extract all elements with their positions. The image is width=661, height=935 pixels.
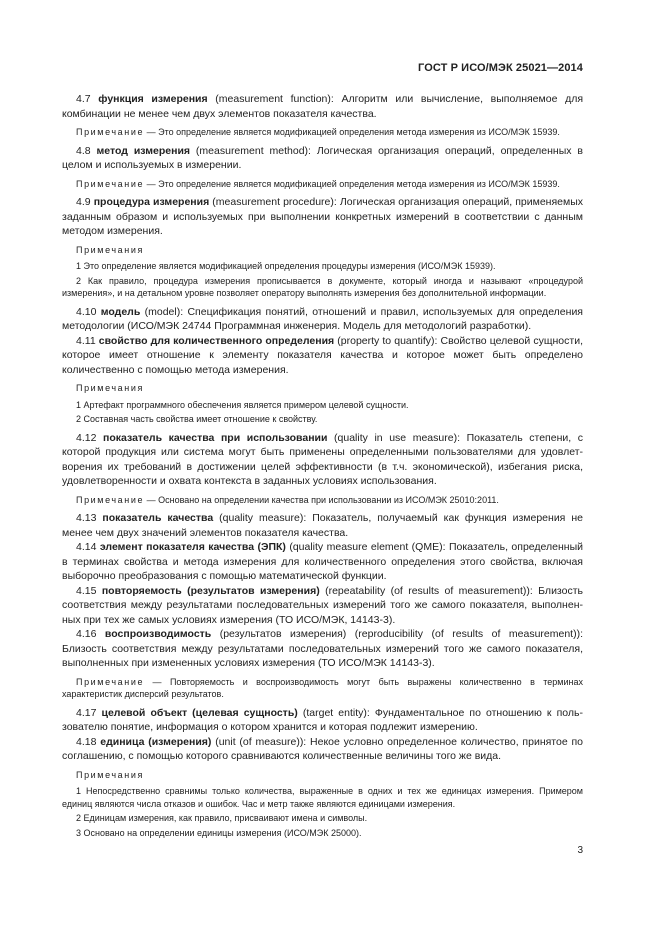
note-item: 2 Как правило, процедура измерения прописывается в документе, который иногда и называют «процедурой измерения», и на детальном уровне позволяет оператору выполнять измерения без дополнительной информации. [62, 275, 583, 298]
term-4-10: 4.10 модель (model): Спецификация понятий, отношений и правил, используемых для определения методологии (ИСО/МЭК 24744 Программная инженерия. Модель для методологий разработки). [62, 305, 583, 332]
notes-title: Примечания [76, 244, 144, 255]
note-item: 2 Составная часть свойства имеет отношение к свойству. [76, 414, 318, 424]
notes-title: Примечания [76, 383, 144, 393]
term-title: показатель качества при использовании [103, 431, 328, 444]
term-4-7: 4.7 функция измерения (measurement function): Алгоритм или вычисление, выполняемое для комбинации не менее чем двух элементов показателя качества. [62, 93, 584, 120]
note: Примечание — Это определение является модификацией определения метода измерения из ИСО/МЭК 15939. [76, 127, 560, 137]
page-number: 3 [577, 845, 583, 856]
term-title: функция измерения [98, 93, 208, 105]
document-body [62, 92, 583, 844]
note-item: 2 Единицам измерения, как правило, присваивают имена и символы. [76, 813, 368, 823]
term-title: повторяемость (результатов измерения) [101, 584, 320, 597]
note: Примечание — Это определение является модификацией определения метода измерения из ИСО/МЭК 15939. [76, 178, 560, 189]
term-title: модель [100, 305, 141, 318]
note: Примечание — Основано на определении качества при использовании из ИСО/МЭК 25010:2011. [76, 494, 499, 505]
document-header: ГОСТ Р ИСО/МЭК 25021—2014 [418, 62, 583, 74]
term-title: воспроизводимость [104, 628, 212, 640]
term-title: целевой объект (целевая сущность) [101, 706, 298, 719]
term-4-16: 4.16 воспроизводимость (результатов измерения) (reproducibility (of results of measurement)): Близость соответствия между результатами последовательных измерений того же самого показателя, выполненных при измененных условиях измерения (ТО ИСО/МЭК 14143-3). [62, 628, 583, 669]
note-item: 1 Артефакт программного обеспечения является примером целевой сущности. [76, 399, 409, 410]
note-item: 3 Основано на определении единицы измерения (ИСО/МЭК 25000). [76, 827, 362, 838]
note: Примечание — Повторяемость и воспроизводимость могут быть выражены количественно в терминах характеристик дисперсий результатов. [62, 676, 583, 699]
term-4-11: 4.11 свойство для количественного определения (property to quantify): Свойство целевой сущности, которое имеет отношение к элементу показателя качества и которое может быть определено количественно с помощью метода измерения. [62, 334, 583, 376]
term-title: единица (измерения) [100, 735, 212, 748]
term-4-8: 4.8 метод измерения (measurement method): Логическая организация операций, определенных в целом и используемых в измерении. [62, 144, 584, 171]
term-4-9: 4.9 процедура измерения (measurement procedure): Логическая организация операций, применяемых заданным образом и используемых при выполнении конкретных измерений в соответствии с данным методом измерения. [62, 196, 583, 237]
term-title: метод измерения [96, 144, 191, 157]
notes-title: Примечания [76, 769, 144, 780]
term-4-13: 4.13 показатель качества (quality measure): Показатель, получаемый как функция измерения не менее чем двух значений элементов показателя качества. [62, 512, 583, 539]
term-4-14: 4.14 элемент показателя качества (ЭПК) (quality measure element (QME): Показатель, определенный в терминах свойства и метода измерения для количественного определения этого свойства, включая выборочно преобразования с помощью математической функции. [62, 541, 583, 582]
term-4-17: 4.17 целевой объект (целевая сущность) (target entity): Фундаментальное по отношению к пользователю понятие, информация о котором хранится и которая подлежит измерению. [62, 706, 583, 733]
note-item: 1 Это определение является модификацией определения процедуры измерения (ИСО/МЭК 15939). [76, 261, 496, 271]
term-title: элемент показателя качества (ЭПК) [99, 541, 286, 553]
term-title: процедура измерения [93, 196, 210, 208]
term-title: свойство для количественного определения [98, 334, 335, 347]
term-title: показатель качества [102, 512, 214, 524]
term-4-18: 4.18 единица (измерения) (unit (of measure)): Некое условно определенное количество, принятое по соглашению, с помощью которого сравниваются количественные величины того же вида. [62, 735, 583, 762]
term-4-15: 4.15 повторяемость (результатов измерения) (repeatability (of results of measurement)): Близость соответствия между результатами последовательных измерений того же самого показателя, выполненных при тех же самых условиях измерения (ТО ИСО/МЭК, 14143-3). [62, 584, 583, 626]
note-item: 1 Непосредственно сравнимы только количества, выраженные в одних и тех же единицах измерения. Примером единиц являются числа отказов и ошибок. Час и метр также являются единицами измерения. [62, 786, 583, 809]
term-4-12: 4.12 показатель качества при использовании (quality in use measure): Показатель степени, с которой продукция или система могут быть применены определенными пользователями для удовлетворения их требований в достижении целей эффективности (в т.ч. экономической), избегания риска, удовлетворенности и охвата контекста в заданных условиях использования. [62, 431, 583, 487]
